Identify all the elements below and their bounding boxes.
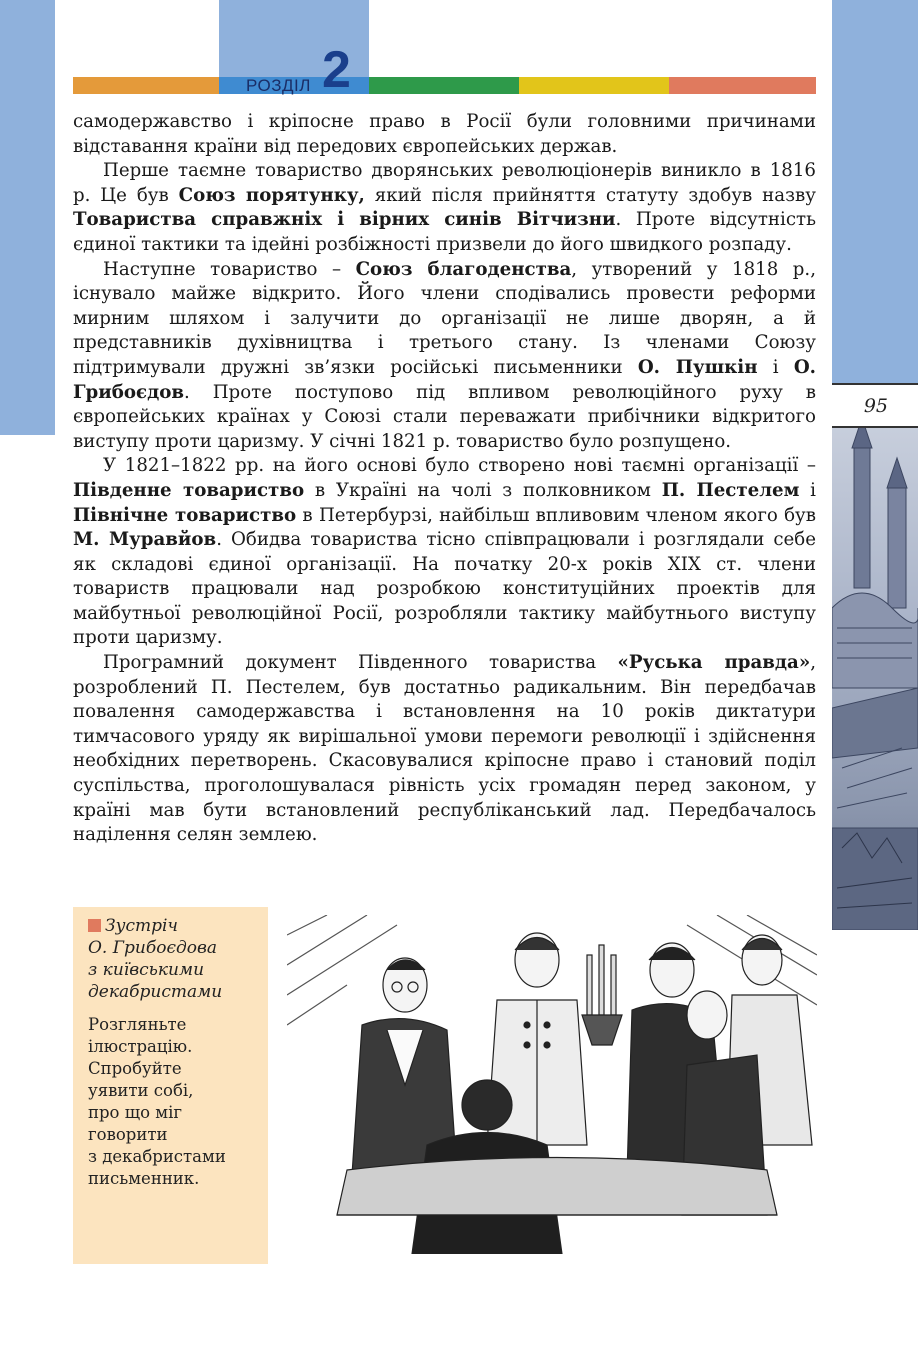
paragraph-4 <box>73 454 816 651</box>
color-segment-red <box>669 77 816 94</box>
paragraph-5 <box>73 651 816 848</box>
text-run: і <box>757 356 794 378</box>
text-run: . Проте відсутність єдиної тактики та ідейні розбіжності призвели до його швидкого розпаду. <box>73 209 816 255</box>
page-number-box <box>832 383 918 428</box>
caption-title <box>88 915 263 1003</box>
text-run: . Проте поступово під впливом революційного руху в європейських країнах у Союзі стали переважати прибічники відкритого виступу проти царизму. У січні 1821 р. товариство було розпущено. <box>73 381 816 452</box>
text-run: У 1821–1822 рр. на його основі було створено нові таємні організації – <box>103 455 816 477</box>
caption-task-line: з декабристами <box>88 1147 226 1166</box>
caption-task <box>88 1014 263 1190</box>
caption-task-line: про що міг <box>88 1103 183 1122</box>
caption-title-line: О. Грибоєдова <box>88 938 218 958</box>
color-segment-green <box>369 77 519 94</box>
section-label: РОЗДІЛ <box>246 76 311 95</box>
right-decor-panel <box>832 0 918 383</box>
paragraph-2 <box>73 159 816 257</box>
name-muravyov: М. Муравйов <box>73 529 217 551</box>
color-segment-yellow <box>519 77 669 94</box>
side-engraving-image <box>832 428 918 930</box>
engraving-meeting-scene <box>287 915 817 1254</box>
text-run: в Україні на чолі з полковником <box>304 479 662 501</box>
term-ruska-pravda: «Руська правда» <box>617 652 811 674</box>
text-run: , розроблений П. Пестелем, був достатньо радикальним. Він передбачав повалення самодержавства і встановлення на 10 років диктатури тимчасового уряду як вирішальної умови перемоги революції і здійснення необхідних перетворень. Скасовувалися кріпосне право і становий поділ суспільства, проголошувалася рівність усіх громадян перед законом, у країні мав бути встановлений республіканський лад. Передбачалось наділення селян землею. <box>73 652 816 846</box>
text-run: , утворений у 1818 р., існувало майже відкрито. Його члени сподівались провести реформи мирним шляхом і залучити до організації не лише дворян, а й представників духівництва і третього стану. Із членами Союзу підтримували дружні зв’язки російські письменники <box>73 258 816 378</box>
section-number: 2 <box>322 41 351 99</box>
main-text <box>73 110 816 848</box>
color-segment-orange <box>73 77 219 94</box>
caption-task-line: Спробуйте <box>88 1059 182 1078</box>
term-union-welfare: Союз благоденства <box>355 258 572 280</box>
paragraph-1 <box>73 110 816 159</box>
text-run: самодержавство і кріпосне право в Росії були головними причинами відставання країни від передових європейських держав. <box>73 111 816 157</box>
caption-task-line: письменник. <box>88 1169 200 1188</box>
castle-engraving <box>832 428 918 930</box>
caption-task-line: говорити <box>88 1125 168 1144</box>
caption-task-line: уявити собі, <box>88 1081 194 1100</box>
caption-title-line: Зустріч <box>105 916 178 936</box>
caption-task-line: Розгляньте <box>88 1015 187 1034</box>
term-society-true-sons: Товариства справжніх і вірних синів Вітчизни <box>73 209 616 231</box>
term-southern-society: Південне товариство <box>73 479 305 501</box>
text-run: Перше таємне товариство дворянських революціонерів виникло в 1816 р. Це був <box>73 160 816 206</box>
page-number: 95 <box>863 395 888 417</box>
name-pestel: П. Пестелем <box>661 479 800 501</box>
text-run: який після прийняття статуту здобув назву <box>364 184 816 206</box>
name-griboedov: О. Грибоєдов <box>73 356 816 403</box>
text-run: . Обидва товариства тісно співпрацювали і розглядали себе як складові єдиної організації. На початку 20-х років XIX ст. члени товариств працювали над розробкою конституційних проектів для майбутньої революційної Росії, розробляли тактику майбутнього виступу проти царизму. <box>73 529 817 649</box>
name-pushkin: О. Пушкін <box>637 356 758 378</box>
caption-title-line: з київськими <box>88 960 205 980</box>
illustration-caption-box <box>73 907 268 1264</box>
text-run: Наступне товариство – <box>103 258 356 280</box>
section-color-bar <box>73 77 816 94</box>
text-run: в Петербурзі, найбільш впливовим членом якого був <box>296 504 816 526</box>
paragraph-3 <box>73 258 816 455</box>
left-decor-strip <box>0 0 55 435</box>
term-northern-society: Північне товариство <box>73 504 297 526</box>
text-run: і <box>799 479 816 501</box>
term-union-salvation: Союз порятунку, <box>178 184 365 206</box>
caption-title-line: декабристами <box>88 982 223 1002</box>
decembrists-illustration <box>287 915 817 1254</box>
caption-task-line: ілюстрацію. <box>88 1037 193 1056</box>
text-run: Програмний документ Південного товариства <box>103 652 618 674</box>
